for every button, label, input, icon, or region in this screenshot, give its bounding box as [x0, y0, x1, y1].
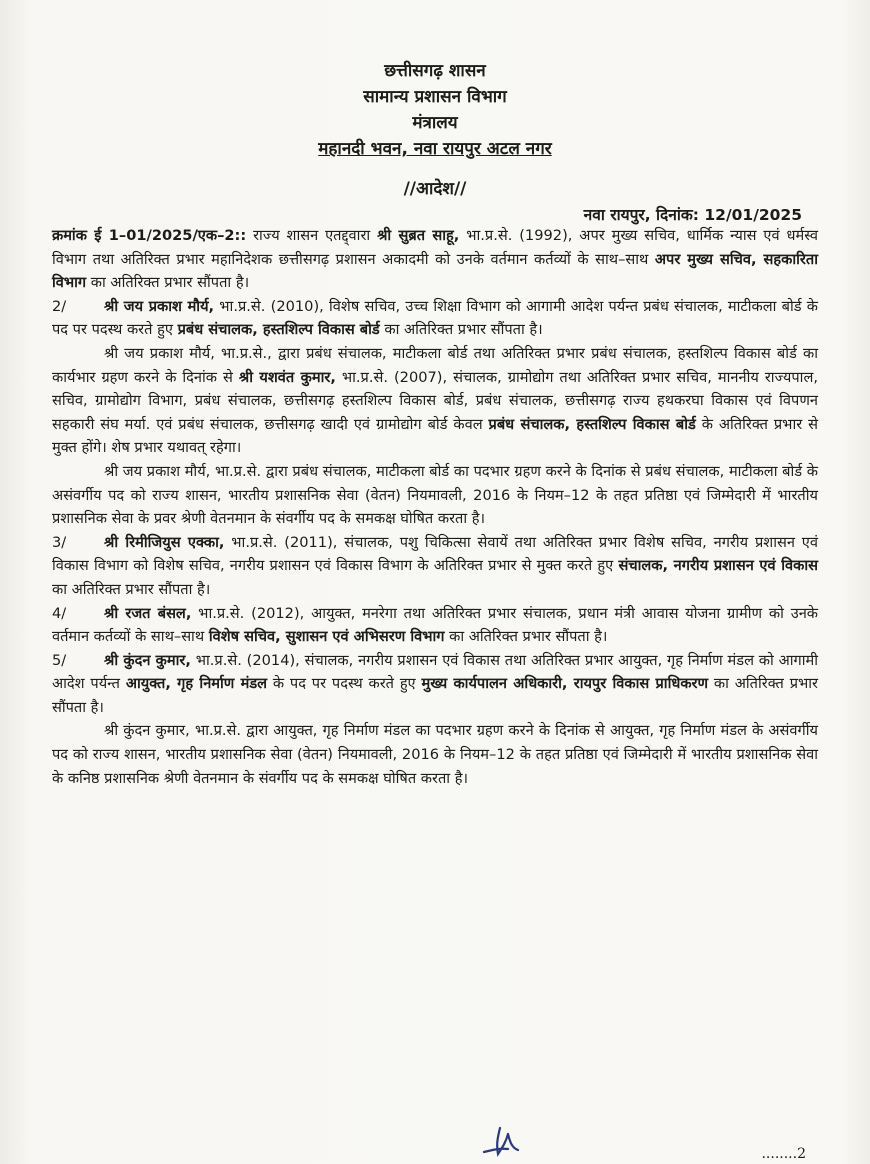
assigned-post: अपर मुख्य सचिव, सहकारिता विभाग [52, 250, 818, 292]
officer-name: श्री रजत बंसल, [104, 604, 192, 622]
order-body [52, 224, 818, 790]
paragraph-number: 2/ [52, 297, 67, 315]
assigned-post: आयुक्त, गृह निर्माण मंडल [125, 675, 268, 693]
paragraph-3: 3/ श्री रिमीजियुस एक्का, भा.प्र.से. (2011), संचालक, पशु चिकित्सा सेवायें तथा अतिरिक्त प्रभार विशेष सचिव, नगरीय प्रशासन एवं विकास विभाग को विशेष सचिव, नगरीय प्रशासन एवं विकास विभाग के अतिरिक्त प्रभार से मुक्त करते हुए संचालक, नगरीय प्रशासन एवं विकास का अतिरिक्त प्रभार सौंपता है। [52, 531, 818, 602]
paragraph-5: 5/ श्री कुंदन कुमार, भा.प्र.से. (2014), संचालक, नगरीय प्रशासन एवं विकास तथा अतिरिक्त प्रभार आयुक्त, गृह निर्माण मंडल को आगामी आदेश पर्यन्त आयुक्त, गृह निर्माण मंडल के पद पर पदस्थ करते हुए मुख्य कार्यपालन अधिकारी, रायपुर विकास प्राधिकरण का अतिरिक्त प्रभार सौंपता है। [52, 649, 818, 720]
officer-name: श्री जय प्रकाश मौर्य, [104, 297, 215, 315]
header-department: सामान्य प्रशासन विभाग [363, 87, 507, 107]
header-address: महानदी भवन, नवा रायपुर अटल नगर [318, 139, 552, 159]
officer-name: श्री रिमीजियुस एक्का, [104, 533, 225, 551]
header-ministry: मंत्रालय [412, 113, 458, 133]
header-government: छत्तीसगढ़ शासन [384, 61, 486, 81]
date-line: नवा रायपुर, दिनांक: 12/01/2025 [583, 206, 802, 224]
paragraph-1: क्रमांक ई 1–01/2025/एक–2:: राज्य शासन एतद्द्वारा श्री सुब्रत साहू, भा.प्र.से. (1992), अपर मुख्य सचिव, धार्मिक न्यास एवं धर्मस्व विभाग तथा अतिरिक्त प्रभार महानिदेशक छत्तीसगढ़ प्रशासन अकादमी को उनके वर्तमान कर्तव्यों के साथ–साथ अपर मुख्य सचिव, सहकारिता विभाग का अतिरिक्त प्रभार सौंपता है। [52, 227, 818, 292]
assigned-post: प्रबंध संचालक, हस्तशिल्प विकास बोर्ड [177, 321, 380, 339]
officer-name: श्री कुंदन कुमार, [104, 651, 191, 669]
relieved-post: प्रबंध संचालक, हस्तशिल्प विकास बोर्ड [488, 415, 696, 433]
page-continuation: ........2 [761, 1146, 806, 1162]
paragraph-4: 4/ श्री रजत बंसल, भा.प्र.से. (2012), आयुक्त, मनरेगा तथा अतिरिक्त प्रभार संचालक, प्रधान मंत्री आवास योजना ग्रामीण को उनके वर्तमान कर्तव्यों के साथ–साथ विशेष सचिव, सुशासन एवं अभिसरण विभाग का अतिरिक्त प्रभार सौंपता है। [52, 602, 818, 649]
order-title: //आदेश// [403, 179, 467, 199]
assigned-post: विशेष सचिव, सुशासन एवं अभिसरण विभाग [208, 628, 445, 646]
paragraph-5b: श्री कुंदन कुमार, भा.प्र.से. द्वारा आयुक्त, गृह निर्माण मंडल का पदभार ग्रहण करने के दिनांक से आयुक्त, गृह निर्माण मंडल के असंवर्गीय पद को राज्य शासन, भारतीय प्रशासनिक सेवा (वेतन) नियमावली, 2016 के नियम–12 के तहत प्रतिष्ठा एवं जिम्मेदारी में भारतीय प्रशासनिक सेवा के कनिष्ठ प्रशासनिक श्रेणी वेतनमान के संवर्गीय पद के समकक्ष घोषित करता है। [52, 722, 818, 787]
order-reference: क्रमांक ई 1–01/2025/एक–2:: [52, 227, 247, 244]
paragraph-number: 4/ [52, 604, 67, 622]
officer-name: श्री सुब्रत साहू, [377, 227, 460, 244]
assigned-post-2: मुख्य कार्यपालन अधिकारी, रायपुर विकास प्राधिकरण [421, 675, 709, 693]
paragraph-number: 3/ [52, 533, 67, 551]
paragraph-number: 5/ [52, 651, 67, 669]
signature-mark [478, 1122, 524, 1160]
paragraph-2c: श्री जय प्रकाश मौर्य, भा.प्र.से. द्वारा प्रबंध संचालक, माटीकला बोर्ड का पदभार ग्रहण करने के दिनांक से प्रबंध संचालक, माटीकला बोर्ड के असंवर्गीय पद को राज्य शासन, भारतीय प्रशासनिक सेवा (वेतन) नियमावली, 2016 के नियम–12 के तहत प्रतिष्ठा एवं जिम्मेदारी में भारतीय प्रशासनिक सेवा के प्रवर श्रेणी वेतनमान के संवर्गीय पद के समकक्ष घोषित करता है। [52, 462, 818, 528]
assigned-post: संचालक, नगरीय प्रशासन एवं विकास [618, 557, 819, 575]
officer-name: श्री यशवंत कुमार, [238, 368, 336, 386]
paragraph-2b: श्री जय प्रकाश मौर्य, भा.प्र.से., द्वारा प्रबंध संचालक, माटीकला बोर्ड तथा अतिरिक्त प्रभार प्रबंध संचालक, हस्तशिल्प विकास बोर्ड का कार्यभार ग्रहण करने के दिनांक से श्री यशवंत कुमार, भा.प्र.से. (2007), संचालक, ग्रामोद्योग तथा अतिरिक्त प्रभार सचिव, माननीय राज्यपाल, सचिव, ग्रामोद्योग विभाग, प्रबंध संचालक, छत्तीसगढ़ हस्तशिल्प विकास बोर्ड, प्रबंध संचालक, छत्तीसगढ़ राज्य हथकरघा विकास एवं विपणन सहकारी संघ मर्या. एवं प्रबंध संचालक, छत्तीसगढ़ खादी एवं ग्रामोद्योग बोर्ड केवल प्रबंध संचालक, हस्तशिल्प विकास बोर्ड के अतिरिक्त प्रभार से मुक्त होंगे। शेष प्रभार यथावत् रहेगा। [52, 344, 818, 457]
paragraph-2: 2/ श्री जय प्रकाश मौर्य, भा.प्र.से. (2010), विशेष सचिव, उच्च शिक्षा विभाग को आगामी आदेश पर्यन्त प्रबंध संचालक, माटीकला बोर्ड के पद पर पदस्थ करते हुए प्रबंध संचालक, हस्तशिल्प विकास बोर्ड का अतिरिक्त प्रभार सौंपता है। [52, 295, 818, 342]
